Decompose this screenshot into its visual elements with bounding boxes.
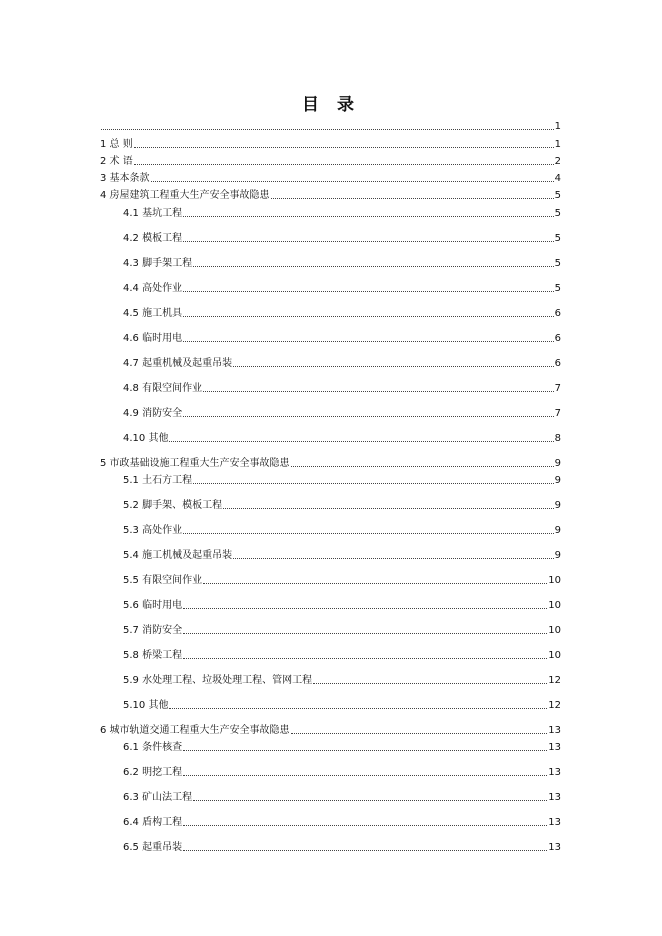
toc-entry-page: 1 — [554, 139, 561, 150]
toc-leader-dots — [134, 163, 554, 165]
toc-leader-dots — [183, 824, 547, 826]
toc-entry[interactable] — [123, 357, 561, 370]
toc-entry[interactable] — [123, 524, 561, 537]
toc-leader-dots — [233, 557, 554, 559]
toc-entry-label: 6.1 条件核查 — [123, 742, 183, 753]
toc-entry[interactable] — [123, 816, 561, 829]
toc-entry[interactable] — [100, 172, 561, 185]
toc-leader-dots — [183, 290, 554, 292]
toc-entry-page: 5 — [554, 283, 561, 294]
toc-entry-page: 2 — [554, 156, 561, 167]
toc-entry-label: 4.2 模板工程 — [123, 233, 183, 244]
toc-leader-dots — [151, 180, 554, 182]
toc-entry-label: 4.1 基坑工程 — [123, 208, 183, 219]
toc-entry-label: 3 基本条款 — [100, 173, 150, 184]
toc-entry-page: 13 — [548, 842, 561, 853]
toc-entry[interactable] — [123, 649, 561, 662]
toc-entry-page: 9 — [554, 458, 561, 469]
toc-leader-dots — [183, 415, 554, 417]
toc-entry[interactable] — [123, 741, 561, 754]
toc-entry-label: 4.6 临时用电 — [123, 333, 183, 344]
toc-entry[interactable] — [123, 574, 561, 587]
toc-leader-dots — [193, 265, 554, 267]
toc-entry[interactable] — [123, 432, 561, 445]
toc-entry-label: 4.4 高处作业 — [123, 283, 183, 294]
toc-entry-label: 4.8 有限空间作业 — [123, 383, 203, 394]
toc-leader-dots — [183, 657, 547, 659]
toc-entry-label: 5.8 桥梁工程 — [123, 650, 183, 661]
toc-entry[interactable] — [123, 332, 561, 345]
toc-entry-page: 9 — [554, 525, 561, 536]
toc-entry-label: 4.3 脚手架工程 — [123, 258, 193, 269]
toc-entry-page: 5 — [554, 208, 561, 219]
toc-entry-label: 5.6 临时用电 — [123, 600, 183, 611]
toc-leader-dots — [169, 707, 547, 709]
toc-entry-label: 5.1 土石方工程 — [123, 475, 193, 486]
toc-entry-label: 5.9 水处理工程、垃圾处理工程、管网工程 — [123, 675, 313, 686]
toc-entry-page: 1 — [554, 121, 561, 132]
toc-entry[interactable] — [123, 841, 561, 854]
toc-entry-label: 5.4 施工机械及起重吊装 — [123, 550, 233, 561]
page-title: 目 录 — [302, 95, 360, 115]
toc-entry-page: 13 — [548, 817, 561, 828]
toc-entry-page: 4 — [554, 173, 561, 184]
toc-entry-label: 6.2 明挖工程 — [123, 767, 183, 778]
toc-leader-dots — [183, 849, 547, 851]
toc-entry-label: 4.10 其他 — [123, 433, 169, 444]
toc-entry-page: 6 — [554, 308, 561, 319]
toc-entry-label: 5 市政基础设施工程重大生产安全事故隐患 — [100, 458, 290, 469]
toc-entry-label: 5.7 消防安全 — [123, 625, 183, 636]
toc-leader-dots — [193, 482, 554, 484]
toc-entry-page: 13 — [548, 725, 561, 736]
toc-entry-label: 4 房屋建筑工程重大生产安全事故隐患 — [100, 190, 270, 201]
toc-leader-dots — [183, 632, 547, 634]
toc-leader-dots — [203, 582, 547, 584]
toc-entry[interactable] — [123, 207, 561, 220]
toc-leader-dots — [183, 607, 547, 609]
toc-entry-page: 10 — [548, 575, 561, 586]
toc-leader-dots — [183, 532, 554, 534]
toc-entry[interactable] — [123, 232, 561, 245]
toc-entry-label: 5.5 有限空间作业 — [123, 575, 203, 586]
toc-entry-page: 12 — [548, 700, 561, 711]
toc-leader-dots — [183, 340, 554, 342]
toc-leader-dots — [291, 465, 554, 467]
toc-entry-label: 5.10 其他 — [123, 700, 169, 711]
toc-entry-label: 6.3 矿山法工程 — [123, 792, 193, 803]
toc-entry[interactable] — [123, 474, 561, 487]
toc-leader-dots — [101, 128, 554, 130]
toc-leader-dots — [233, 365, 554, 367]
toc-entry[interactable] — [123, 791, 561, 804]
toc-entry[interactable] — [123, 307, 561, 320]
toc-entry-page: 7 — [554, 383, 561, 394]
toc-entry[interactable] — [100, 457, 561, 470]
toc-entry[interactable] — [123, 499, 561, 512]
toc-entry-page: 13 — [548, 742, 561, 753]
toc-entry[interactable] — [123, 674, 561, 687]
toc-entry-label: 2 术 语 — [100, 156, 133, 167]
toc-entry-page: 6 — [554, 333, 561, 344]
toc-entry[interactable] — [123, 382, 561, 395]
toc-entry-page: 13 — [548, 792, 561, 803]
toc-leader-dots — [183, 774, 547, 776]
toc-leader-dots — [134, 146, 554, 148]
toc-leader-dots — [183, 749, 547, 751]
toc-entry-label: 6 城市轨道交通工程重大生产安全事故隐患 — [100, 725, 290, 736]
toc-entry-label: 5.3 高处作业 — [123, 525, 183, 536]
toc-entry-label: 4.9 消防安全 — [123, 408, 183, 419]
toc-leader-dots — [193, 799, 547, 801]
toc-entry-page: 5 — [554, 233, 561, 244]
toc-entry[interactable] — [123, 699, 561, 712]
toc-entry[interactable] — [123, 766, 561, 779]
toc-entry-label: 1 总 则 — [100, 139, 133, 150]
toc-entry[interactable] — [123, 599, 561, 612]
toc-entry-page: 13 — [548, 767, 561, 778]
toc-leader-dots — [183, 240, 554, 242]
toc-leader-dots — [169, 440, 553, 442]
toc-leader-dots — [183, 215, 554, 217]
toc-entry-page: 6 — [554, 358, 561, 369]
toc-entry[interactable] — [100, 189, 561, 202]
toc-entry-page: 12 — [548, 675, 561, 686]
toc-entry-page: 10 — [548, 650, 561, 661]
toc-entry-page: 8 — [554, 433, 561, 444]
toc-entry-page: 5 — [554, 190, 561, 201]
toc-entry[interactable] — [123, 282, 561, 295]
toc-entry[interactable] — [100, 120, 561, 133]
toc-entry-page: 10 — [548, 625, 561, 636]
toc-leader-dots — [291, 732, 548, 734]
toc-entry[interactable] — [100, 138, 561, 151]
toc-entry-page: 9 — [554, 550, 561, 561]
toc-leader-dots — [223, 507, 554, 509]
toc-leader-dots — [271, 197, 554, 199]
toc-entry-label: 5.2 脚手架、模板工程 — [123, 500, 223, 511]
toc-entry-page: 7 — [554, 408, 561, 419]
toc-entry-page: 9 — [554, 500, 561, 511]
toc-entry-label: 6.4 盾构工程 — [123, 817, 183, 828]
toc-entry-page: 9 — [554, 475, 561, 486]
toc-leader-dots — [313, 682, 547, 684]
toc-entry-label: 4.5 施工机具 — [123, 308, 183, 319]
toc-entry[interactable] — [100, 155, 561, 168]
toc-entry[interactable] — [123, 624, 561, 637]
toc-entry[interactable] — [100, 724, 561, 737]
toc-leader-dots — [203, 390, 554, 392]
toc-entry[interactable] — [123, 257, 561, 270]
toc-entry-label: 4.7 起重机械及起重吊装 — [123, 358, 233, 369]
toc-leader-dots — [183, 315, 554, 317]
toc-entry-label: 6.5 起重吊装 — [123, 842, 183, 853]
toc-entry[interactable] — [123, 549, 561, 562]
toc-entry[interactable] — [123, 407, 561, 420]
toc-entry-page: 5 — [554, 258, 561, 269]
toc-entry-page: 10 — [548, 600, 561, 611]
